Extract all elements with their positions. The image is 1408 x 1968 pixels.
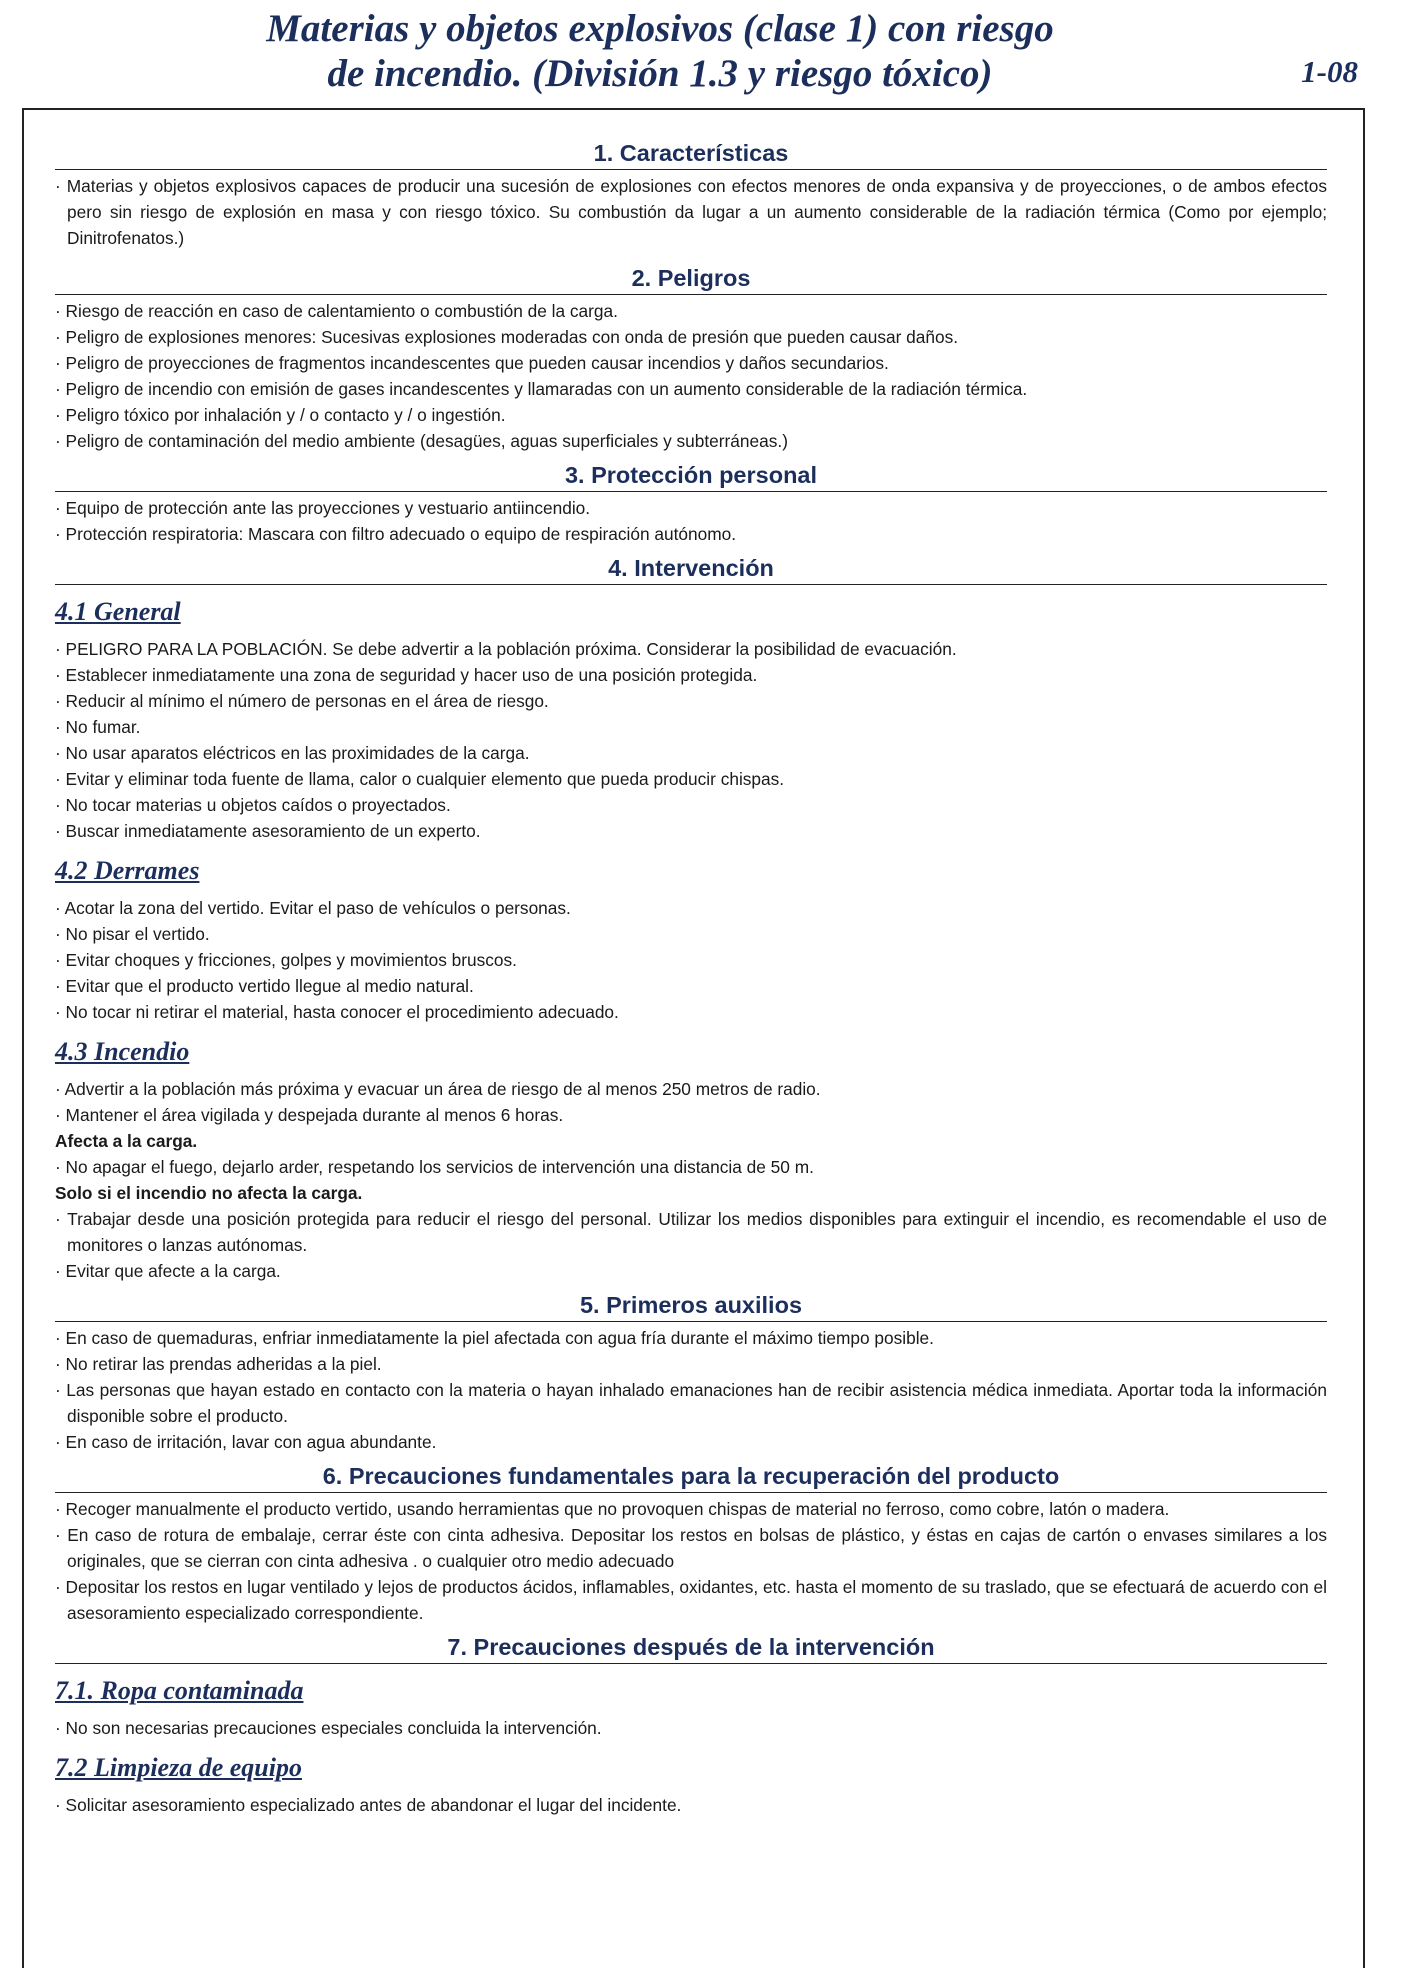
list-item: · Evitar que afecte a la carga. bbox=[55, 1261, 281, 1281]
list-item: · Peligro tóxico por inhalación y / o contacto y / o ingestión. bbox=[55, 405, 506, 425]
section-heading: 7. Precauciones después de la intervención bbox=[55, 1634, 1327, 1664]
section-caracteristicas bbox=[55, 140, 1327, 251]
page-code: 1-08 bbox=[1301, 54, 1358, 89]
list-item: · No son necesarias precauciones especiales concluida la intervención. bbox=[55, 1718, 602, 1738]
section-heading: 1. Características bbox=[55, 140, 1327, 170]
list-item: · En caso de irritación, lavar con agua abundante. bbox=[55, 1432, 437, 1452]
subheading-incendio: 4.3 Incendio bbox=[55, 1037, 190, 1066]
list-item: · Evitar choques y fricciones, golpes y movimientos bruscos. bbox=[55, 950, 517, 970]
section-recuperacion bbox=[55, 1463, 1327, 1626]
list-item: · Las personas que hayan estado en contacto con la materia o hayan inhalado emanaciones han de recibir asistencia médica inmediata. Aportar toda la información disponible sobre el producto. bbox=[55, 1380, 1327, 1426]
list-item: · Buscar inmediatamente asesoramiento de un experto. bbox=[55, 821, 481, 841]
list-item: · Riesgo de reacción en caso de calentamiento o combustión de la carga. bbox=[55, 301, 618, 321]
title-line-2: de incendio. (División 1.3 y riesgo tóxico) bbox=[327, 52, 993, 95]
section-heading: 3. Protección personal bbox=[55, 462, 1327, 492]
subheading-general: 4.1 General bbox=[55, 597, 181, 626]
subheading-limpieza: 7.2 Limpieza de equipo bbox=[55, 1753, 302, 1782]
document-body bbox=[55, 140, 1327, 1818]
list-item: · No apagar el fuego, dejarlo arder, respetando los servicios de intervención una distancia de 50 m. bbox=[55, 1157, 814, 1177]
list-item: · En caso de rotura de embalaje, cerrar éste con cinta adhesiva. Depositar los restos en bolsas de plástico, y éstas en cajas de cartón o envases similares a los originales, que se cierran con cinta adhesiva . o cualquier otro medio adecuado bbox=[55, 1525, 1327, 1571]
list-item: · Reducir al mínimo el número de personas en el área de riesgo. bbox=[55, 691, 549, 711]
subheading-derrames: 4.2 Derrames bbox=[55, 856, 200, 885]
list-item: · Establecer inmediatamente una zona de seguridad y hacer uso de una posición protegida. bbox=[55, 665, 758, 685]
list-item: · Peligro de contaminación del medio ambiente (desagües, aguas superficiales y subterráneas.) bbox=[55, 431, 788, 451]
section-heading: 4. Intervención bbox=[55, 555, 1327, 585]
label-no-afecta-carga: Solo si el incendio no afecta la carga. bbox=[55, 1183, 363, 1203]
list-item: · Peligro de proyecciones de fragmentos incandescentes que pueden causar incendios y daños secundarios. bbox=[55, 353, 889, 373]
list-item: · Equipo de protección ante las proyecciones y vestuario antiincendio. bbox=[55, 498, 591, 518]
list-item: · Peligro de explosiones menores: Sucesivas explosiones moderadas con onda de presión que pueden causar daños. bbox=[55, 327, 959, 347]
list-item: · PELIGRO PARA LA POBLACIÓN. Se debe advertir a la población próxima. Considerar la posibilidad de evacuación. bbox=[55, 639, 957, 659]
list-item: · Recoger manualmente el producto vertido, usando herramientas que no provoquen chispas de material no ferroso, como cobre, latón o madera. bbox=[55, 1499, 1170, 1519]
section-peligros bbox=[55, 265, 1327, 454]
list-item: · Advertir a la población más próxima y evacuar un área de riesgo de al menos 250 metros de radio. bbox=[55, 1079, 821, 1099]
list-item: · No usar aparatos eléctricos en las proximidades de la carga. bbox=[55, 743, 530, 763]
list-item: · Trabajar desde una posición protegida para reducir el riesgo del personal. Utilizar los medios disponibles para extinguir el incendio, es recomendable el uso de monitores o lanzas autónomas. bbox=[55, 1209, 1327, 1255]
list-item: · No pisar el vertido. bbox=[55, 924, 210, 944]
list-item: · Acotar la zona del vertido. Evitar el paso de vehículos o personas. bbox=[55, 898, 571, 918]
title-line-1: Materias y objetos explosivos (clase 1) con riesgo bbox=[266, 7, 1054, 50]
label-afecta-carga: Afecta a la carga. bbox=[55, 1131, 198, 1151]
section-despues-intervencion bbox=[55, 1634, 1327, 1818]
list-item: · No retirar las prendas adheridas a la piel. bbox=[55, 1354, 382, 1374]
section-heading: 2. Peligros bbox=[55, 265, 1327, 295]
list-item: · Peligro de incendio con emisión de gases incandescentes y llamaradas con un aumento considerable de la radiación térmica. bbox=[55, 379, 1028, 399]
list-item: · No fumar. bbox=[55, 717, 141, 737]
page-title bbox=[160, 6, 1160, 96]
list-item: · En caso de quemaduras, enfriar inmediatamente la piel afectada con agua fría durante el máximo tiempo posible. bbox=[55, 1328, 934, 1348]
list-item: · No tocar materias u objetos caídos o proyectados. bbox=[55, 795, 451, 815]
list-item: · No tocar ni retirar el material, hasta conocer el procedimiento adecuado. bbox=[55, 1002, 619, 1022]
list-item: · Evitar y eliminar toda fuente de llama, calor o cualquier elemento que pueda producir chispas. bbox=[55, 769, 785, 789]
section-heading: 6. Precauciones fundamentales para la recuperación del producto bbox=[55, 1463, 1327, 1493]
list-item: · Depositar los restos en lugar ventilado y lejos de productos ácidos, inflamables, oxidantes, etc. hasta el momento de su traslado, que se efectuará de acuerdo con el asesoramiento especializado correspondiente. bbox=[55, 1577, 1327, 1623]
list-item: · Solicitar asesoramiento especializado antes de abandonar el lugar del incidente. bbox=[55, 1795, 682, 1815]
subheading-ropa: 7.1. Ropa contaminada bbox=[55, 1676, 304, 1705]
list-item: · Protección respiratoria: Mascara con filtro adecuado o equipo de respiración autónomo. bbox=[55, 524, 737, 544]
section-intervencion bbox=[55, 555, 1327, 1284]
list-item: · Materias y objetos explosivos capaces de producir una sucesión de explosiones con efectos menores de onda expansiva y de proyecciones, o de ambos efectos pero sin riesgo de explosión en masa y con riesgo tóxico. Su combustión da lugar a un aumento considerable de la radiación térmica (Como por ejemplo; Dinitrofenatos.) bbox=[55, 176, 1327, 248]
section-proteccion-personal bbox=[55, 462, 1327, 547]
section-primeros-auxilios bbox=[55, 1292, 1327, 1455]
section-heading: 5. Primeros auxilios bbox=[55, 1292, 1327, 1322]
list-item: · Mantener el área vigilada y despejada durante al menos 6 horas. bbox=[55, 1105, 564, 1125]
list-item: · Evitar que el producto vertido llegue al medio natural. bbox=[55, 976, 474, 996]
